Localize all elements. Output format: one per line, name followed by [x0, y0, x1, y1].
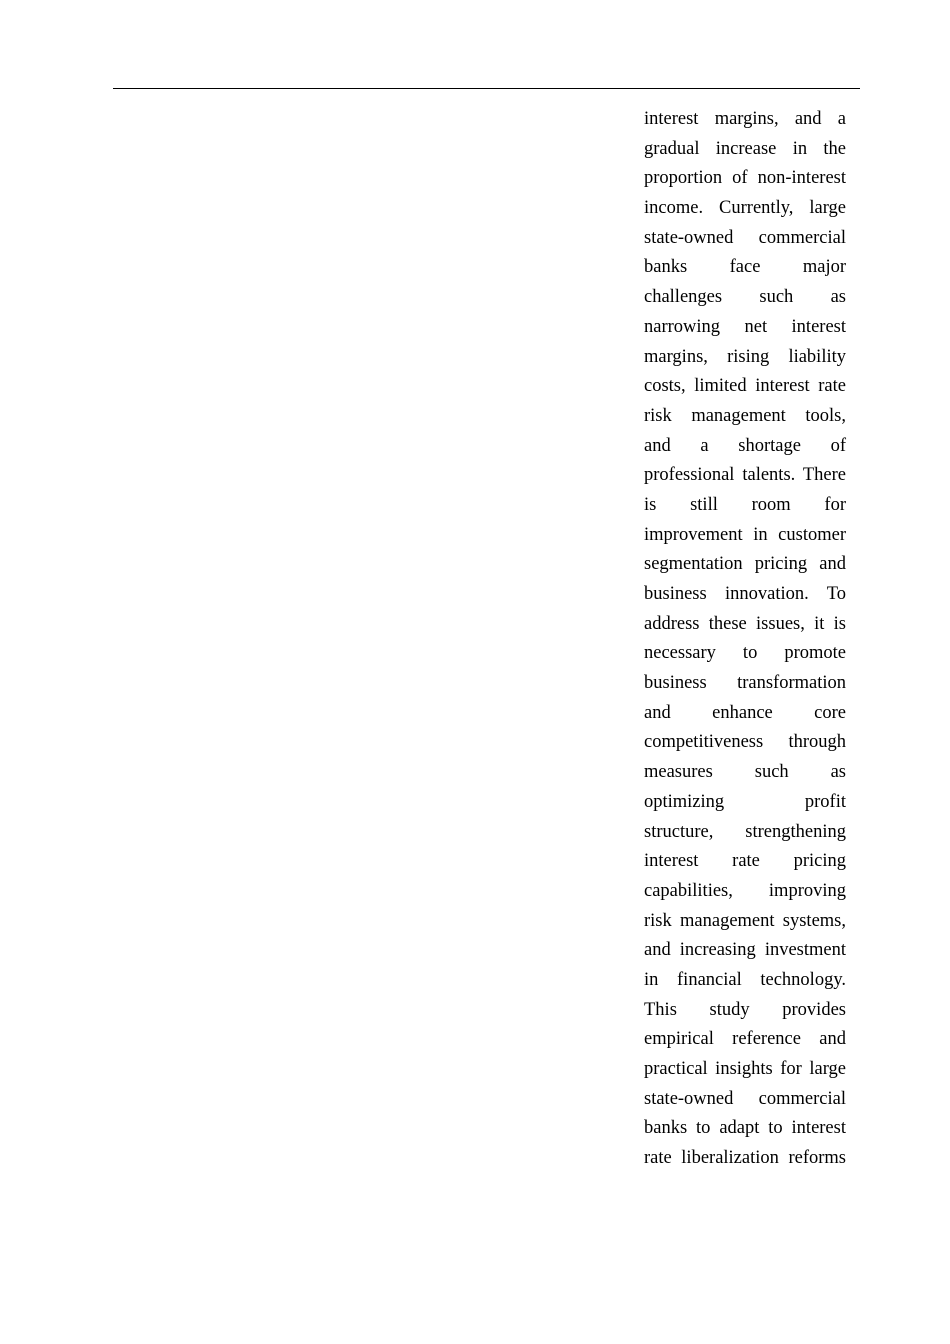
text-line: gradual increase in the	[644, 138, 846, 159]
body-text-column	[644, 105, 846, 1174]
text-line: costs, limited interest rate	[644, 376, 846, 397]
text-line: margins, rising liability	[644, 346, 846, 367]
text-line: and increasing investment	[644, 940, 846, 961]
text-line: rate liberalization reforms	[644, 1148, 846, 1169]
text-line: interest margins, and a	[644, 109, 846, 129]
text-line: address these issues, it is	[644, 613, 846, 634]
text-line: challenges such as	[644, 287, 846, 308]
text-line: proportion of non-interest	[644, 168, 846, 189]
text-line: competitiveness through	[644, 732, 846, 753]
text-line: banks face major	[644, 257, 846, 278]
text-line: and a shortage of	[644, 435, 846, 456]
text-line: narrowing net interest	[644, 316, 846, 337]
text-line: and enhance core	[644, 702, 846, 723]
text-line: empirical reference and	[644, 1029, 846, 1050]
text-line: This study provides	[644, 999, 846, 1020]
text-line: income. Currently, large	[644, 198, 846, 219]
text-line: business transformation	[644, 673, 846, 694]
text-line: professional talents. There	[644, 465, 846, 486]
text-line: measures such as	[644, 762, 846, 783]
text-line: risk management systems,	[644, 910, 846, 931]
text-line: business innovation. To	[644, 584, 846, 604]
text-line: practical insights for large	[644, 1059, 846, 1079]
text-line: state-owned commercial	[644, 227, 846, 248]
text-line: optimizing profit	[644, 791, 846, 812]
text-line: necessary to promote	[644, 643, 846, 664]
text-line: interest rate pricing	[644, 851, 846, 872]
header-rule	[113, 88, 860, 89]
text-line: state-owned commercial	[644, 1088, 846, 1109]
text-line: in financial technology.	[644, 969, 846, 990]
text-line: is still room for	[644, 494, 846, 515]
text-line: segmentation pricing and	[644, 554, 846, 575]
text-line: capabilities, improving	[644, 880, 846, 901]
text-line: risk management tools,	[644, 405, 846, 426]
text-line: improvement in customer	[644, 524, 846, 545]
text-line: banks to adapt to interest	[644, 1118, 846, 1139]
text-line: structure, strengthening	[644, 821, 846, 842]
